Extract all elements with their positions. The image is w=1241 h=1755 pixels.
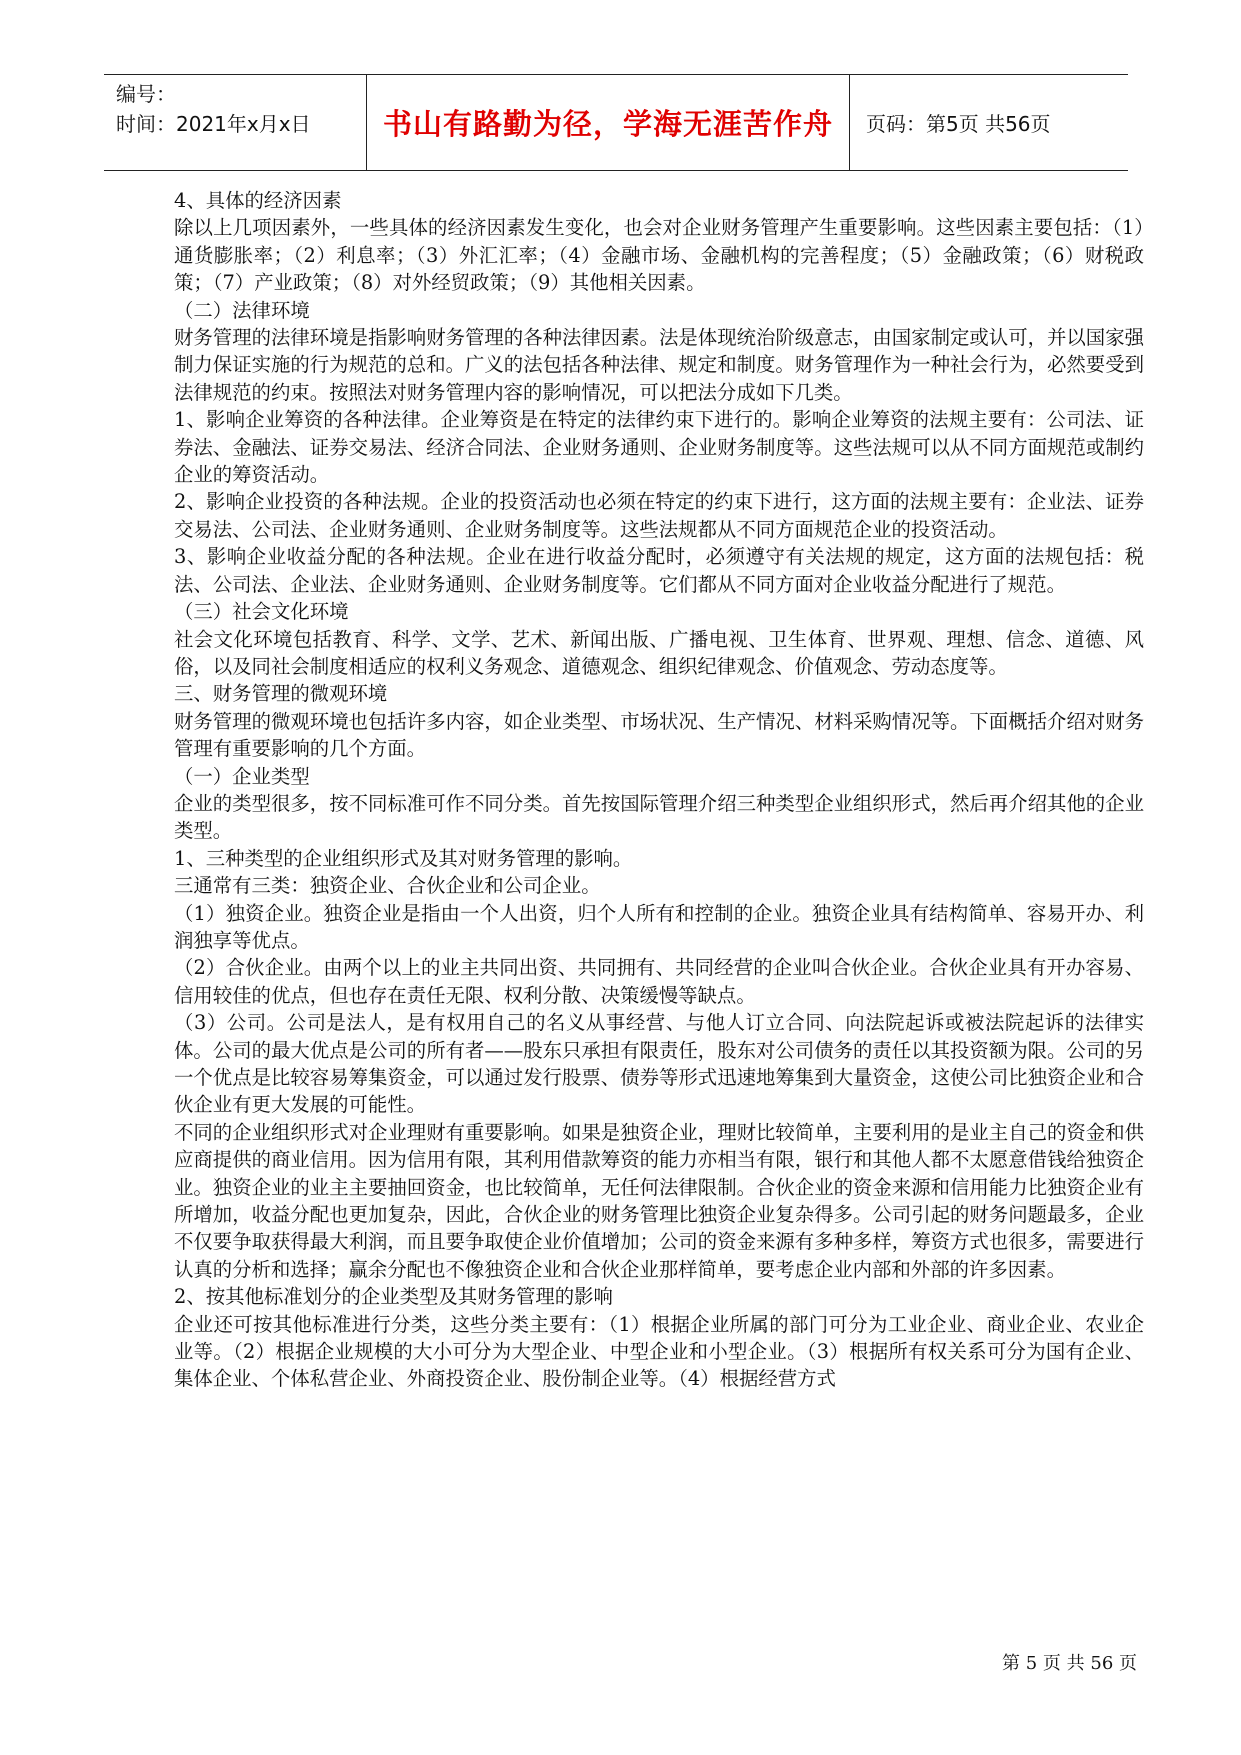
section-heading: （一）企业类型 bbox=[174, 764, 310, 788]
paragraph: 1、三种类型的企业组织形式及其对财务管理的影响。 bbox=[174, 846, 633, 870]
document-body bbox=[174, 187, 1144, 1393]
section-heading: （三）社会文化环境 bbox=[174, 600, 349, 624]
paragraph: 除以上几项因素外，一些具体的经济因素发生变化，也会对企业财务管理产生重要影响。这些因素主要包括：（1）通货膨胀率；（2）利息率；（3）外汇汇率；（4）金融市场、金融机构的完善程度；（5）金融政策；（6）财税政策；（7）产业政策；（8）对外经贸政策；（9）其他相关因素。 bbox=[174, 216, 1144, 295]
paragraph: 2、影响企业投资的各种法规。企业的投资活动也必须在特定的约束下进行，这方面的法规主要有：企业法、证券交易法、公司法、企业财务通则、企业财务制度等。这些法规都从不同方面规范企业的投资活动。 bbox=[174, 490, 1144, 541]
section-heading: 三、财务管理的微观环境 bbox=[174, 682, 388, 706]
paragraph: 4、具体的经济因素 bbox=[174, 189, 342, 212]
time-label: 时间：2021年x月x日 bbox=[116, 112, 311, 136]
header-motto-cell bbox=[366, 75, 850, 170]
paragraph: 企业还可按其他标准进行分类，这些分类主要有：（1）根据企业所属的部门可分为工业企业、商业企业、农业企业等。（2）根据企业规模的大小可分为大型企业、中型企业和小型企业。（3）根据所有权关系可分为国有企业、集体企业、个体私营企业、外商投资企业、股份制企业等。（4）根据经营方式 bbox=[174, 1312, 1144, 1391]
paragraph: 不同的企业组织形式对企业理财有重要影响。如果是独资企业，理财比较简单，主要利用的是业主自己的资金和供应商提供的商业信用。因为信用有限，其利用借款筹资的能力亦相当有限，银行和其他人都不太愿意借钱给独资企业。独资企业的业主主要抽回资金，也比较简单，无任何法律限制。合伙企业的资金来源和信用能力比独资企业有所增加，收益分配也更加复杂，因此，合伙企业的财务管理比独资企业复杂得多。公司引起的财务问题最多，企业不仅要争取获得最大利润，而且要争取使企业价值增加；公司的资金来源有多种多样，筹资方式也很多，需要进行认真的分析和选择；赢余分配也不像独资企业和合伙企业那样简单，要考虑企业内部和外部的许多因素。 bbox=[174, 1120, 1144, 1281]
page-footer: 第 5 页 共 56 页 bbox=[1002, 1653, 1137, 1674]
motto: 书山有路勤为径，学海无涯苦作舟 bbox=[382, 107, 833, 141]
paragraph: 财务管理的法律环境是指影响财务管理的各种法律因素。法是体现统治阶级意志，由国家制定或认可，并以国家强制力保证实施的行为规范的总和。广义的法包括各种法律、规定和制度。财务管理作为一种社会行为，必然要受到法律规范的约束。按照法对财务管理内容的影响情况，可以把法分成如下几类。 bbox=[174, 326, 1144, 404]
paragraph: （3）公司。公司是法人，是有权用自己的名义从事经营、与他人订立合同、向法院起诉或被法院起诉的法律实体。公司的最大优点是公司的所有者——股东只承担有限责任，股东对公司债务的责任以其投资额为限。公司的另一个优点是比较容易筹集资金，可以通过发行股票、债券等形式迅速地筹集到大量资金，这使公司比独资企业和合伙企业有更大发展的可能性。 bbox=[174, 1011, 1144, 1117]
paragraph: 1、影响企业筹资的各种法律。企业筹资是在特定的法律约束下进行的。影响企业筹资的法规主要有：公司法、证券法、金融法、证券交易法、经济合同法、企业财务通则、企业财务制度等。这些法规可以从不同方面规范或制约企业的筹资活动。 bbox=[174, 408, 1144, 487]
section-heading: （二）法律环境 bbox=[174, 298, 310, 322]
paragraph: 社会文化环境包括教育、科学、文学、艺术、新闻出版、广播电视、卫生体育、世界观、理想、信念、道德、风俗，以及同社会制度相适应的权利义务观念、道德观念、组织纪律观念、价值观念、劳动态度等。 bbox=[174, 627, 1144, 678]
paragraph: （2）合伙企业。由两个以上的业主共同出资、共同拥有、共同经营的企业叫合伙企业。合伙企业具有开办容易、信用较佳的优点，但也存在责任无限、权利分散、决策缓慢等缺点。 bbox=[174, 956, 1144, 1007]
paragraph: 3、影响企业收益分配的各种法规。企业在进行收益分配时，必须遵守有关法规的规定，这方面的法规包括：税法、公司法、企业法、企业财务通则、企业财务制度等。它们都从不同方面对企业收益分配进行了规范。 bbox=[174, 545, 1144, 596]
number-label: 编号： bbox=[116, 82, 176, 106]
paragraph: 财务管理的微观环境也包括许多内容，如企业类型、市场状况、生产情况、材料采购情况等。下面概括介绍对财务管理有重要影响的几个方面。 bbox=[174, 709, 1144, 761]
paragraph: 三通常有三类：独资企业、合伙企业和公司企业。 bbox=[174, 874, 601, 898]
paragraph: 2、按其他标准划分的企业类型及其财务管理的影响 bbox=[174, 1285, 613, 1309]
page-header bbox=[104, 74, 1128, 171]
paragraph: （1）独资企业。独资企业是指由一个人出资，归个人所有和控制的企业。独资企业具有结构简单、容易开办、利润独享等优点。 bbox=[174, 901, 1144, 952]
paragraph: 企业的类型很多，按不同标准可作不同分类。首先按国际管理介绍三种类型企业组织形式，然后再介绍其他的企业类型。 bbox=[174, 791, 1144, 843]
header-page-info: 页码：第5页 共56页 bbox=[866, 112, 1051, 136]
